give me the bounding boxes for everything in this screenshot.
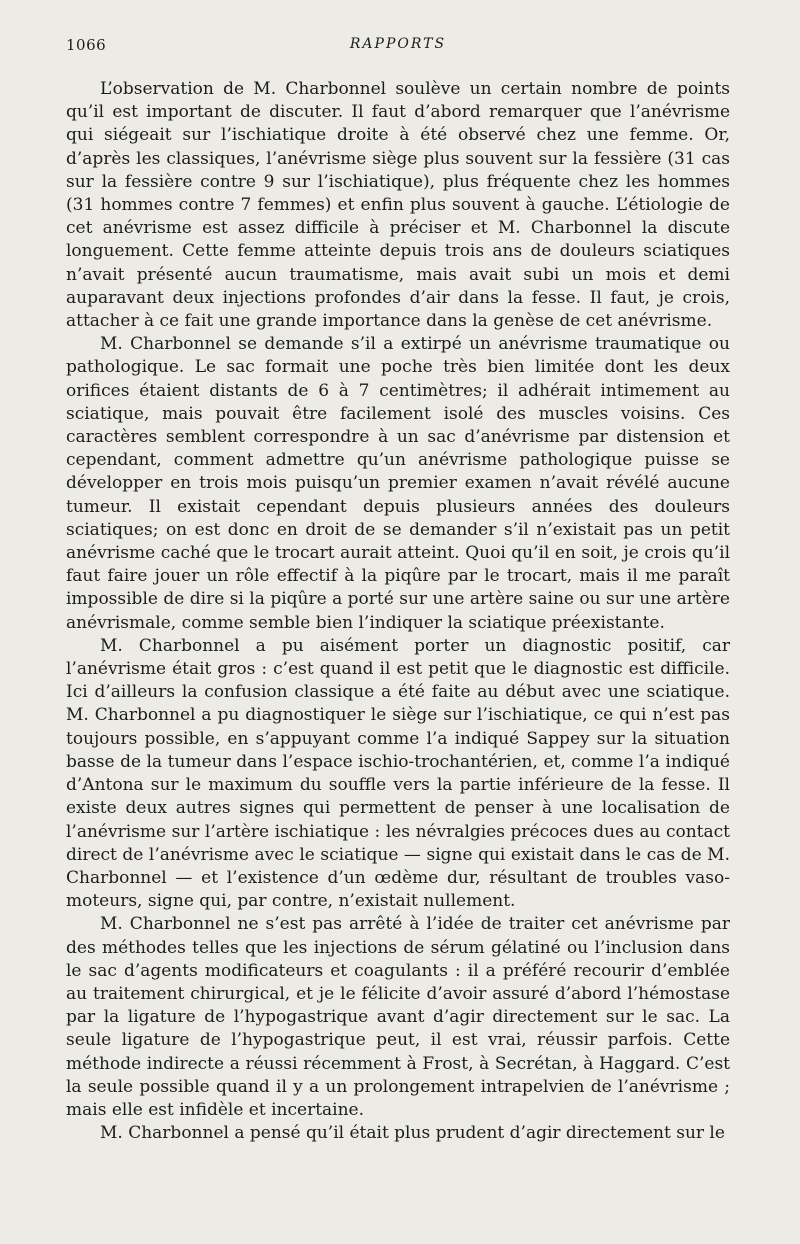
paragraph: M. Charbonnel ne s’est pas arrêté à l’idée de traiter cet anévrisme par des méthodes telles que les injections de sérum gélatiné ou l’inclusion dans le sac d’agents modificateurs et coagulants : il a préféré recourir d’emblée au traitement chirurgical, et je le félicite d’avoir assuré d’abord l’hémostase par la ligature de l’hypogastrique avant d’agir directement sur le sac. La seule ligature de l’hypogastrique peut, il est vrai, réussir parfois. Cette méthode indirecte a réussi récemment à Frost, à Secrétan, à Haggard. C’est la seule possible quand il y a un prolongement intrapelvien de l’anévrisme ; mais elle est infidèle et incertaine. [66, 914, 730, 1120]
running-header [66, 36, 730, 58]
running-title: RAPPORTS [349, 36, 447, 52]
paragraph: M. Charbonnel se demande s’il a extirpé un anévrisme traumatique ou pathologique. Le sac formait une poche très bien limitée dont les deux orifices étaient distants de 6 à 7 centimètres; il adhérait intimement au sciatique, mais pouvait être facilement isolé des muscles voisins. Ces caractères semblent correspondre à un sac d’anévrisme par distension et cependant, comment admettre qu’un anévrisme pathologique puisse se développer en trois mois puisqu’un premier examen n’avait révélé aucune tumeur. Il existait cependant depuis plusieurs années des douleurs sciatiques; on est donc en droit de se demander s’il n’existait pas un petit anévrisme caché que le trocart aurait atteint. Quoi qu’il en soit, je crois qu’il faut faire jouer un rôle effectif à la piqûre par le trocart, mais il me paraît impossible de dire si la piqûre a porté sur une artère saine ou sur une artère anévrismale, comme semble bien l’indiquer la sciatique préexistante. [66, 334, 730, 633]
paragraph: L’observation de M. Charbonnel soulève un certain nombre de points qu’il est important de discuter. Il faut d’abord remarquer que l’anévrisme qui siégeait sur l’ischiatique droite à été observé chez une femme. Or, d’après les classiques, l’anévrisme siège plus souvent sur la fessière (31 cas sur la fessière contre 9 sur l’ischiatique), plus fréquente chez les hommes (31 hommes contre 7 femmes) et enfin plus souvent à gauche. L’étiologie de cet anévrisme est assez difficile à préciser et M. Charbonnel la discute longuement. Cette femme atteinte depuis trois ans de douleurs sciatiques n’avait présenté aucun traumatisme, mais avait subi un mois et demi auparavant deux injections profondes d’air dans la fesse. Il faut, je crois, attacher à ce fait une grande importance dans la genèse de cet anévrisme. [66, 79, 730, 332]
body-text [66, 78, 730, 1145]
paragraph: M. Charbonnel a pu aisément porter un diagnostic positif, car l’anévrisme était gros : c’est quand il est petit que le diagnostic est difficile. Ici d’ailleurs la confusion classique a été faite au début avec une sciatique. M. Charbonnel a pu diagnostiquer le siège sur l’ischiatique, ce qui n’est pas toujours possible, en s’appuyant comme l’a indiqué Sappey sur la situation basse de la tumeur dans l’espace ischio-trochantérien, et, comme l’a indiqué d’Antona sur le maximum du souffle vers la partie inférieure de la fesse. Il existe deux autres signes qui permettent de penser à une localisation de l’anévrisme sur l’artère ischiatique : les névralgies précoces dues au contact direct de l’anévrisme avec le sciatique — signe qui existait dans le cas de M. Charbonnel — et l’existence d’un œdème dur, résultant de troubles vaso-moteurs, signe qui, par contre, n’existait nullement. [66, 635, 730, 912]
page-number: 1066 [66, 36, 107, 54]
paragraph: M. Charbonnel a pensé qu’il était plus prudent d’agir directement sur le [100, 1123, 725, 1144]
